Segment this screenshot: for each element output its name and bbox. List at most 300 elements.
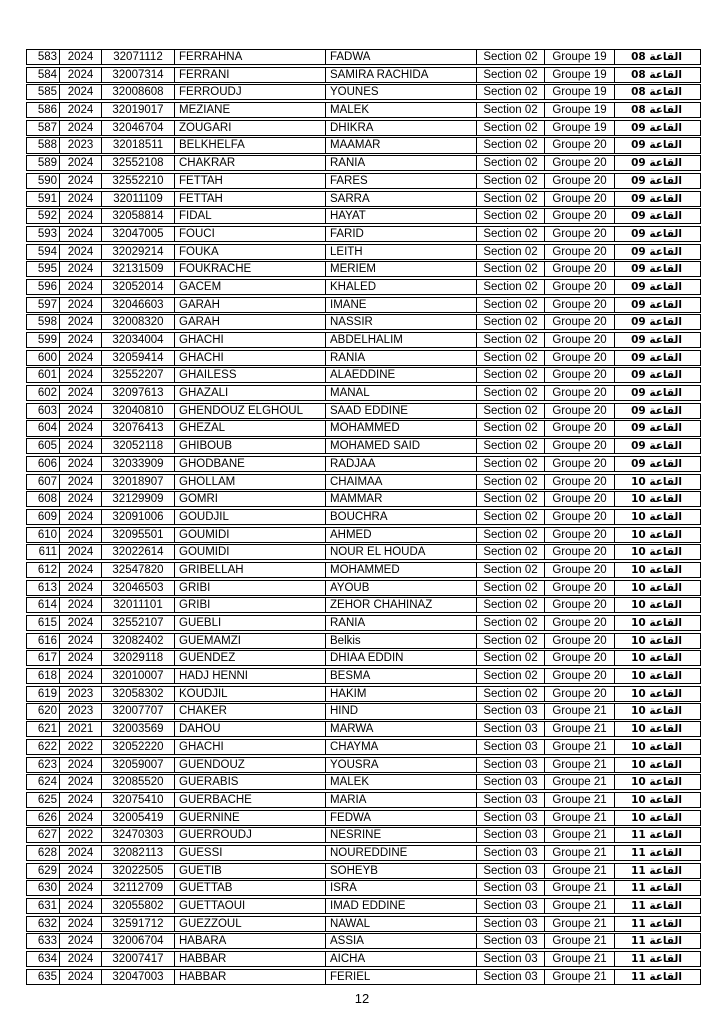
- cell-order-number: 597: [27, 298, 60, 312]
- cell-order-number: 626: [27, 811, 60, 825]
- cell-room: القاعة 10: [631, 546, 682, 559]
- cell-room: القاعة 11: [631, 882, 682, 895]
- cell-section: Section 03: [477, 970, 545, 984]
- cell-section: Section 02: [477, 85, 545, 99]
- cell-order-number: 625: [27, 793, 60, 807]
- cell-room: القاعة 10: [631, 528, 682, 541]
- cell-registration-id: 32075410: [102, 793, 175, 807]
- cell-last-name: ZOUGARI: [175, 121, 326, 135]
- cell-first-name: FADWA: [326, 50, 477, 64]
- cell-first-name: ISRA: [326, 881, 477, 895]
- cell-first-name: NOUR EL HOUDA: [326, 545, 477, 559]
- cell-year: 2023: [60, 704, 102, 718]
- cell-section: Section 03: [477, 864, 545, 878]
- table-row: [26, 686, 701, 702]
- cell-registration-id: 32007314: [102, 68, 175, 82]
- cell-last-name: GOUDJIL: [175, 510, 326, 524]
- table-row: [26, 279, 701, 295]
- cell-section: Section 02: [477, 262, 545, 276]
- cell-order-number: 589: [27, 156, 60, 170]
- cell-first-name: ASSIA: [326, 934, 477, 948]
- cell-first-name: ABDELHALIM: [326, 333, 477, 347]
- cell-first-name: FEDWA: [326, 811, 477, 825]
- cell-order-number: 599: [27, 333, 60, 347]
- table-row: [26, 67, 701, 83]
- cell-registration-id: 32005419: [102, 811, 175, 825]
- cell-year: 2024: [60, 598, 102, 612]
- cell-last-name: GUEZZOUL: [175, 917, 326, 931]
- cell-order-number: 587: [27, 121, 60, 135]
- cell-first-name: DHIKRA: [326, 121, 477, 135]
- cell-last-name: GHOLLAM: [175, 475, 326, 489]
- table-row: [26, 668, 701, 684]
- cell-order-number: 606: [27, 457, 60, 471]
- cell-order-number: 594: [27, 245, 60, 259]
- cell-year: 2024: [60, 528, 102, 542]
- cell-section: Section 03: [477, 775, 545, 789]
- cell-registration-id: 32046603: [102, 298, 175, 312]
- table-row: [26, 827, 701, 843]
- cell-last-name: GUERROUDJ: [175, 828, 326, 842]
- cell-section: Section 03: [477, 758, 545, 772]
- cell-order-number: 596: [27, 280, 60, 294]
- cell-room: القاعة 09: [631, 369, 682, 382]
- cell-section: Section 02: [477, 298, 545, 312]
- cell-year: 2024: [60, 934, 102, 948]
- cell-group: Groupe 20: [545, 351, 615, 365]
- cell-group: Groupe 21: [545, 793, 615, 807]
- cell-first-name: NAWAL: [326, 917, 477, 931]
- cell-first-name: SARRA: [326, 192, 477, 206]
- cell-last-name: GUETIB: [175, 864, 326, 878]
- cell-year: 2024: [60, 811, 102, 825]
- cell-year: 2024: [60, 634, 102, 648]
- cell-section: Section 02: [477, 439, 545, 453]
- cell-registration-id: 32547820: [102, 563, 175, 577]
- table-row: [26, 155, 701, 171]
- cell-room: القاعة 09: [631, 387, 682, 400]
- page-number: 12: [354, 991, 370, 1006]
- cell-year: 2024: [60, 793, 102, 807]
- cell-year: 2024: [60, 121, 102, 135]
- cell-group: Groupe 21: [545, 740, 615, 754]
- cell-first-name: BOUCHRA: [326, 510, 477, 524]
- cell-registration-id: 32552108: [102, 156, 175, 170]
- cell-registration-id: 32008320: [102, 315, 175, 329]
- table-row: [26, 880, 701, 896]
- cell-section: Section 02: [477, 634, 545, 648]
- table-row: [26, 120, 701, 136]
- cell-year: 2023: [60, 687, 102, 701]
- cell-year: 2024: [60, 581, 102, 595]
- cell-order-number: 613: [27, 581, 60, 595]
- cell-group: Groupe 20: [545, 563, 615, 577]
- cell-room: القاعة 09: [631, 174, 682, 187]
- cell-order-number: 621: [27, 722, 60, 736]
- cell-registration-id: 32071112: [102, 50, 175, 64]
- cell-section: Section 02: [477, 121, 545, 135]
- cell-year: 2024: [60, 227, 102, 241]
- cell-order-number: 607: [27, 475, 60, 489]
- cell-first-name: SAAD EDDINE: [326, 404, 477, 418]
- cell-registration-id: 32082113: [102, 846, 175, 860]
- table-row: [26, 757, 701, 773]
- cell-order-number: 592: [27, 209, 60, 223]
- cell-order-number: 623: [27, 758, 60, 772]
- table-row: [26, 969, 701, 985]
- cell-group: Groupe 20: [545, 457, 615, 471]
- cell-year: 2024: [60, 368, 102, 382]
- cell-year: 2024: [60, 68, 102, 82]
- table-row: [26, 403, 701, 419]
- table-row: [26, 314, 701, 330]
- cell-order-number: 608: [27, 492, 60, 506]
- cell-last-name: GUETTAB: [175, 881, 326, 895]
- table-row: [26, 810, 701, 826]
- table-row: [26, 527, 701, 543]
- cell-year: 2023: [60, 138, 102, 152]
- cell-year: 2024: [60, 209, 102, 223]
- cell-group: Groupe 19: [545, 50, 615, 64]
- cell-room: القاعة 08: [631, 51, 682, 64]
- cell-section: Section 02: [477, 156, 545, 170]
- cell-first-name: HAKIM: [326, 687, 477, 701]
- cell-order-number: 601: [27, 368, 60, 382]
- cell-group: Groupe 20: [545, 404, 615, 418]
- cell-year: 2024: [60, 846, 102, 860]
- cell-room: القاعة 09: [631, 263, 682, 276]
- cell-order-number: 610: [27, 528, 60, 542]
- cell-room: القاعة 09: [631, 157, 682, 170]
- cell-section: Section 02: [477, 421, 545, 435]
- cell-last-name: GHAZALI: [175, 386, 326, 400]
- cell-section: Section 02: [477, 315, 545, 329]
- cell-section: Section 02: [477, 510, 545, 524]
- cell-year: 2024: [60, 192, 102, 206]
- cell-first-name: ZEHOR CHAHINAZ: [326, 598, 477, 612]
- cell-order-number: 634: [27, 952, 60, 966]
- cell-year: 2024: [60, 545, 102, 559]
- cell-room: القاعة 09: [631, 227, 682, 240]
- cell-first-name: MALEK: [326, 775, 477, 789]
- cell-year: 2024: [60, 669, 102, 683]
- cell-year: 2024: [60, 970, 102, 984]
- cell-first-name: HAYAT: [326, 209, 477, 223]
- cell-group: Groupe 20: [545, 174, 615, 188]
- cell-last-name: GHACHI: [175, 351, 326, 365]
- cell-room: القاعة 11: [631, 900, 682, 913]
- cell-last-name: GOUMIDI: [175, 528, 326, 542]
- cell-group: Groupe 20: [545, 475, 615, 489]
- table-row: [26, 474, 701, 490]
- table-row: [26, 491, 701, 507]
- cell-year: 2024: [60, 563, 102, 577]
- cell-year: 2024: [60, 156, 102, 170]
- cell-first-name: IMAD EDDINE: [326, 899, 477, 913]
- cell-room: القاعة 09: [631, 139, 682, 152]
- cell-registration-id: 32091006: [102, 510, 175, 524]
- table-row: [26, 226, 701, 242]
- cell-section: Section 02: [477, 50, 545, 64]
- cell-first-name: MAMMAR: [326, 492, 477, 506]
- cell-group: Groupe 21: [545, 899, 615, 913]
- cell-section: Section 02: [477, 616, 545, 630]
- cell-group: Groupe 21: [545, 775, 615, 789]
- table-row: [26, 633, 701, 649]
- cell-section: Section 03: [477, 881, 545, 895]
- cell-group: Groupe 21: [545, 722, 615, 736]
- cell-registration-id: 32029118: [102, 651, 175, 665]
- cell-last-name: GOUMIDI: [175, 545, 326, 559]
- table-row: [26, 191, 701, 207]
- cell-year: 2024: [60, 775, 102, 789]
- cell-order-number: 590: [27, 174, 60, 188]
- cell-registration-id: 32034004: [102, 333, 175, 347]
- table-row: [26, 580, 701, 596]
- cell-room: القاعة 10: [631, 510, 682, 523]
- cell-registration-id: 32018907: [102, 475, 175, 489]
- cell-first-name: HIND: [326, 704, 477, 718]
- cell-order-number: 584: [27, 68, 60, 82]
- cell-last-name: MEZIANE: [175, 103, 326, 117]
- cell-section: Section 02: [477, 368, 545, 382]
- cell-group: Groupe 20: [545, 510, 615, 524]
- cell-registration-id: 32059007: [102, 758, 175, 772]
- cell-last-name: GHAILESS: [175, 368, 326, 382]
- cell-first-name: FERIEL: [326, 970, 477, 984]
- cell-section: Section 02: [477, 651, 545, 665]
- cell-registration-id: 32112709: [102, 881, 175, 895]
- cell-room: القاعة 10: [631, 599, 682, 612]
- cell-year: 2024: [60, 492, 102, 506]
- cell-order-number: 615: [27, 616, 60, 630]
- cell-year: 2024: [60, 298, 102, 312]
- cell-group: Groupe 21: [545, 846, 615, 860]
- cell-registration-id: 32011101: [102, 598, 175, 612]
- cell-room: القاعة 11: [631, 917, 682, 930]
- cell-group: Groupe 20: [545, 492, 615, 506]
- cell-order-number: 628: [27, 846, 60, 860]
- cell-section: Section 02: [477, 404, 545, 418]
- cell-section: Section 02: [477, 351, 545, 365]
- cell-room: القاعة 09: [631, 404, 682, 417]
- cell-last-name: KOUDJIL: [175, 687, 326, 701]
- cell-order-number: 614: [27, 598, 60, 612]
- cell-group: Groupe 20: [545, 616, 615, 630]
- cell-registration-id: 32052220: [102, 740, 175, 754]
- cell-last-name: HABBAR: [175, 952, 326, 966]
- cell-section: Section 02: [477, 669, 545, 683]
- cell-last-name: GUERNINE: [175, 811, 326, 825]
- cell-registration-id: 32007417: [102, 952, 175, 966]
- table-row: [26, 721, 701, 737]
- cell-room: القاعة 11: [631, 864, 682, 877]
- table-row: [26, 544, 701, 560]
- table-row: [26, 898, 701, 914]
- table-row: [26, 774, 701, 790]
- cell-year: 2024: [60, 386, 102, 400]
- table-row: [26, 208, 701, 224]
- cell-room: القاعة 10: [631, 493, 682, 506]
- cell-room: القاعة 09: [631, 316, 682, 329]
- cell-section: Section 03: [477, 899, 545, 913]
- cell-last-name: CHAKER: [175, 704, 326, 718]
- cell-section: Section 02: [477, 457, 545, 471]
- cell-year: 2024: [60, 103, 102, 117]
- cell-room: القاعة 11: [631, 970, 682, 983]
- table-row: [26, 332, 701, 348]
- cell-year: 2024: [60, 439, 102, 453]
- cell-group: Groupe 20: [545, 669, 615, 683]
- cell-last-name: GRIBI: [175, 598, 326, 612]
- cell-room: القاعة 10: [631, 758, 682, 771]
- cell-first-name: MARIA: [326, 793, 477, 807]
- cell-year: 2024: [60, 315, 102, 329]
- cell-registration-id: 32008608: [102, 85, 175, 99]
- cell-year: 2024: [60, 457, 102, 471]
- cell-room: القاعة 09: [631, 245, 682, 258]
- table-row: [26, 297, 701, 313]
- cell-registration-id: 32019017: [102, 103, 175, 117]
- cell-room: القاعة 10: [631, 705, 682, 718]
- cell-last-name: HABBAR: [175, 970, 326, 984]
- cell-room: القاعة 10: [631, 723, 682, 736]
- cell-section: Section 02: [477, 492, 545, 506]
- cell-last-name: GHACHI: [175, 740, 326, 754]
- cell-section: Section 02: [477, 528, 545, 542]
- cell-section: Section 03: [477, 846, 545, 860]
- cell-group: Groupe 21: [545, 917, 615, 931]
- cell-first-name: MOHAMMED: [326, 563, 477, 577]
- cell-last-name: GUEMAMZI: [175, 634, 326, 648]
- cell-registration-id: 32552107: [102, 616, 175, 630]
- cell-section: Section 03: [477, 722, 545, 736]
- cell-group: Groupe 21: [545, 811, 615, 825]
- cell-order-number: 627: [27, 828, 60, 842]
- cell-first-name: MANAL: [326, 386, 477, 400]
- cell-first-name: AYOUB: [326, 581, 477, 595]
- cell-order-number: 604: [27, 421, 60, 435]
- cell-order-number: 617: [27, 651, 60, 665]
- cell-first-name: MOHAMED SAID: [326, 439, 477, 453]
- cell-section: Section 02: [477, 68, 545, 82]
- cell-year: 2022: [60, 828, 102, 842]
- cell-registration-id: 32058302: [102, 687, 175, 701]
- cell-group: Groupe 20: [545, 368, 615, 382]
- cell-year: 2024: [60, 351, 102, 365]
- cell-registration-id: 32010007: [102, 669, 175, 683]
- cell-registration-id: 32006704: [102, 934, 175, 948]
- cell-order-number: 605: [27, 439, 60, 453]
- cell-section: Section 02: [477, 192, 545, 206]
- cell-room: القاعة 11: [631, 846, 682, 859]
- cell-registration-id: 32059414: [102, 351, 175, 365]
- cell-section: Section 03: [477, 952, 545, 966]
- cell-last-name: GACEM: [175, 280, 326, 294]
- cell-room: القاعة 09: [631, 121, 682, 134]
- cell-year: 2024: [60, 651, 102, 665]
- cell-order-number: 609: [27, 510, 60, 524]
- cell-section: Section 03: [477, 934, 545, 948]
- cell-order-number: 630: [27, 881, 60, 895]
- cell-room: القاعة 10: [631, 563, 682, 576]
- cell-first-name: RANIA: [326, 156, 477, 170]
- cell-year: 2024: [60, 333, 102, 347]
- cell-first-name: SAMIRA RACHIDA: [326, 68, 477, 82]
- cell-section: Section 02: [477, 581, 545, 595]
- cell-registration-id: 32046503: [102, 581, 175, 595]
- cell-order-number: 583: [27, 50, 60, 64]
- cell-year: 2024: [60, 262, 102, 276]
- cell-order-number: 612: [27, 563, 60, 577]
- cell-group: Groupe 20: [545, 298, 615, 312]
- table-row: [26, 615, 701, 631]
- cell-registration-id: 32018511: [102, 138, 175, 152]
- cell-order-number: 622: [27, 740, 60, 754]
- table-row: [26, 916, 701, 932]
- cell-room: القاعة 10: [631, 617, 682, 630]
- cell-group: Groupe 20: [545, 209, 615, 223]
- cell-first-name: CHAIMAA: [326, 475, 477, 489]
- table-row: [26, 438, 701, 454]
- cell-order-number: 620: [27, 704, 60, 718]
- cell-registration-id: 32129909: [102, 492, 175, 506]
- cell-section: Section 02: [477, 280, 545, 294]
- cell-group: Groupe 20: [545, 262, 615, 276]
- student-list-table: [26, 49, 701, 986]
- cell-section: Section 03: [477, 704, 545, 718]
- cell-section: Section 02: [477, 333, 545, 347]
- cell-order-number: 598: [27, 315, 60, 329]
- cell-first-name: RANIA: [326, 616, 477, 630]
- cell-year: 2024: [60, 864, 102, 878]
- cell-last-name: GUEBLI: [175, 616, 326, 630]
- cell-year: 2024: [60, 421, 102, 435]
- cell-group: Groupe 20: [545, 439, 615, 453]
- cell-year: 2024: [60, 616, 102, 630]
- cell-year: 2024: [60, 917, 102, 931]
- cell-room: القاعة 08: [631, 86, 682, 99]
- cell-first-name: FARES: [326, 174, 477, 188]
- cell-year: 2024: [60, 881, 102, 895]
- table-row: [26, 863, 701, 879]
- cell-first-name: CHAYMA: [326, 740, 477, 754]
- cell-group: Groupe 21: [545, 934, 615, 948]
- cell-section: Section 02: [477, 563, 545, 577]
- cell-registration-id: 32052118: [102, 439, 175, 453]
- cell-registration-id: 32552207: [102, 368, 175, 382]
- cell-year: 2024: [60, 899, 102, 913]
- cell-registration-id: 32552210: [102, 174, 175, 188]
- cell-room: القاعة 10: [631, 634, 682, 647]
- table-row: [26, 845, 701, 861]
- cell-first-name: RANIA: [326, 351, 477, 365]
- cell-last-name: FERROUDJ: [175, 85, 326, 99]
- cell-last-name: GUENDEZ: [175, 651, 326, 665]
- cell-registration-id: 32082402: [102, 634, 175, 648]
- cell-first-name: KHALED: [326, 280, 477, 294]
- table-row: [26, 102, 701, 118]
- cell-last-name: GHACHI: [175, 333, 326, 347]
- cell-year: 2024: [60, 174, 102, 188]
- cell-section: Section 02: [477, 545, 545, 559]
- table-row: [26, 951, 701, 967]
- cell-section: Section 02: [477, 174, 545, 188]
- cell-group: Groupe 20: [545, 598, 615, 612]
- cell-group: Groupe 21: [545, 828, 615, 842]
- cell-group: Groupe 20: [545, 687, 615, 701]
- cell-section: Section 02: [477, 227, 545, 241]
